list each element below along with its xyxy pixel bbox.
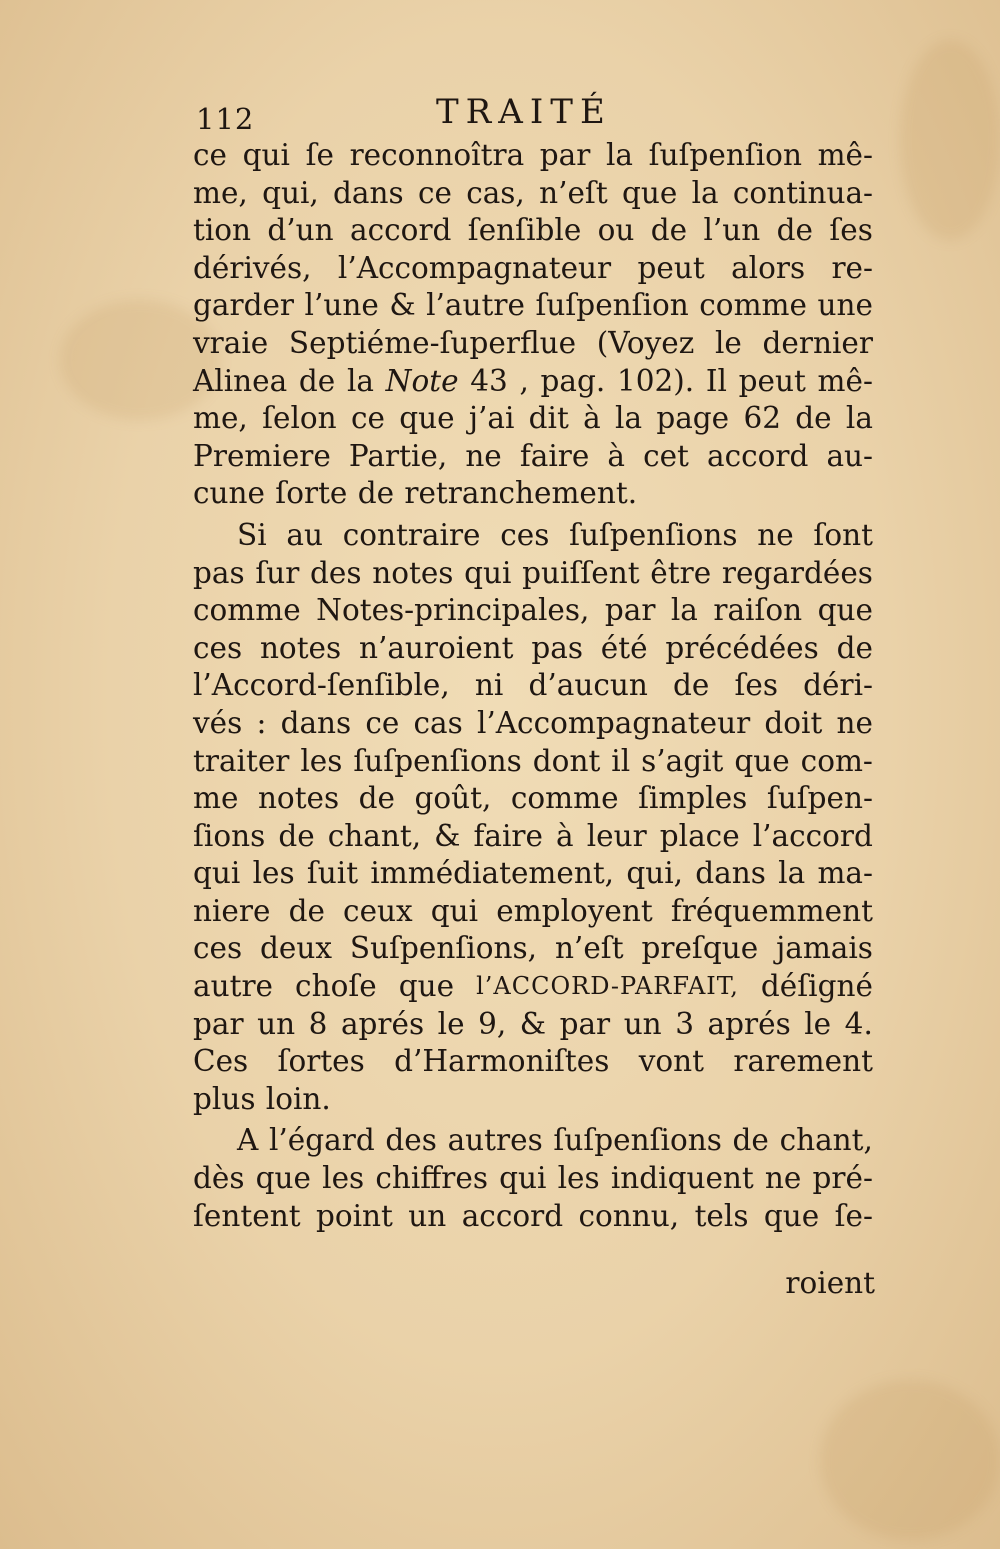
word: plus	[193, 1081, 256, 1116]
word: ſuſpen-	[766, 781, 873, 816]
word: que	[817, 593, 873, 628]
word: pag.	[540, 363, 606, 398]
word: n’auroient	[358, 630, 514, 665]
word: déſigné	[760, 969, 873, 1004]
word: pas	[531, 630, 583, 665]
word: ce	[365, 705, 400, 740]
word: mê-	[817, 363, 873, 398]
word: ſur	[255, 555, 300, 590]
word: la	[606, 138, 634, 172]
word: ſes	[829, 213, 873, 248]
text-line	[193, 855, 873, 893]
word: la	[778, 856, 806, 891]
body-text	[193, 137, 873, 1235]
text-line	[193, 325, 873, 363]
word: dans	[280, 705, 352, 740]
word: autre	[193, 969, 274, 1004]
word: jamais	[776, 931, 873, 966]
running-title: TRAITÉ	[436, 92, 612, 132]
text-line	[193, 287, 873, 325]
word: de	[357, 476, 395, 511]
word: A	[237, 1123, 259, 1158]
word: ne	[757, 517, 794, 552]
page-header	[0, 92, 1000, 142]
word: ſenſible	[467, 213, 582, 248]
text-line	[193, 705, 873, 743]
word: deux	[260, 931, 333, 966]
word: vés	[193, 705, 243, 740]
word: l’une	[304, 288, 379, 323]
word: de	[298, 363, 336, 398]
word: ſions	[193, 818, 266, 853]
text-line	[193, 400, 873, 438]
word: 62	[743, 401, 781, 436]
word: ou	[597, 213, 635, 248]
word: Notes-principales,	[316, 593, 590, 628]
word: le	[804, 1006, 832, 1041]
word: leur	[586, 818, 647, 853]
word: de	[278, 818, 315, 853]
word: ne	[836, 705, 873, 740]
word: une	[817, 288, 873, 323]
word: de	[288, 893, 325, 928]
word: page	[656, 401, 730, 436]
word: preſque	[641, 931, 759, 966]
word: au	[286, 517, 323, 552]
text-line	[193, 630, 873, 668]
word: le	[437, 1006, 465, 1041]
word: la	[615, 401, 643, 436]
word: ſuſpenſion	[535, 288, 689, 323]
word: n’eſt	[539, 175, 608, 210]
word: l’Accompagnateur	[476, 705, 751, 740]
word: d’aucun	[528, 668, 648, 703]
word: d’un	[267, 213, 334, 248]
word: chiffres	[375, 1161, 488, 1196]
word: que	[763, 1198, 820, 1233]
word: un	[623, 1006, 662, 1041]
word: un	[257, 1006, 296, 1041]
word: faire	[473, 818, 543, 853]
word: cas,	[466, 175, 525, 210]
word: com-	[800, 743, 873, 778]
word: de	[650, 213, 688, 248]
text-line	[193, 363, 873, 401]
text-line	[193, 1006, 873, 1044]
word: Suſpenſions,	[349, 931, 538, 966]
word: la	[670, 593, 698, 628]
word: qui,	[626, 856, 684, 891]
word: que	[255, 1161, 311, 1196]
word: à	[556, 818, 574, 853]
word: ſe-	[834, 1198, 873, 1233]
word: par	[559, 1006, 611, 1041]
word: 102).	[616, 363, 695, 398]
page-number: 112	[196, 102, 255, 136]
word: faire	[519, 438, 590, 473]
word: comme	[193, 593, 301, 628]
word: ce	[350, 401, 385, 436]
text-line	[193, 780, 873, 818]
word: chant,	[779, 1123, 873, 1158]
word: ces	[193, 630, 243, 665]
text-line	[193, 1198, 873, 1236]
word: raiſon	[713, 593, 803, 628]
word: vont	[638, 1044, 705, 1079]
word: me,	[193, 401, 248, 436]
word: l’autre	[426, 288, 525, 323]
word: accord	[461, 1198, 564, 1233]
word: Si	[237, 517, 267, 552]
word: la	[845, 401, 873, 436]
word: immédiatement,	[370, 856, 615, 891]
word: l’accord	[752, 818, 873, 853]
word: par	[604, 593, 656, 628]
word: n’eſt	[554, 931, 624, 966]
word: garder	[193, 288, 295, 323]
text-line	[193, 667, 873, 705]
word: 43	[470, 363, 508, 398]
word: d’Harmoniſtes	[394, 1044, 610, 1079]
paragraph	[193, 1122, 873, 1235]
word: qui,	[262, 175, 319, 210]
word: loin.	[265, 1081, 331, 1116]
text-line	[193, 743, 873, 781]
word: que	[734, 743, 790, 778]
text-line	[193, 893, 873, 931]
paper-stain	[820, 1380, 1000, 1540]
word: déri-	[803, 668, 873, 703]
text-line	[193, 175, 873, 213]
word: qui	[193, 856, 241, 891]
word: ſes	[734, 668, 778, 703]
word: 4.	[844, 1006, 873, 1041]
word: &	[389, 288, 416, 323]
word: que	[621, 175, 678, 210]
word: les	[252, 856, 295, 891]
word: être	[650, 555, 712, 590]
word: ſelon	[262, 401, 337, 436]
word: goût,	[414, 781, 492, 816]
word: qui	[430, 893, 479, 928]
word: à	[583, 401, 601, 436]
word: ces	[500, 517, 550, 552]
word: &	[434, 818, 461, 853]
text-line	[193, 475, 873, 513]
word: chant,	[327, 818, 422, 853]
word: peut	[738, 363, 806, 398]
word: dans	[333, 175, 404, 210]
word: accord	[350, 213, 452, 248]
word: l’égard	[269, 1123, 375, 1158]
word: dans	[695, 856, 766, 891]
word: ſimples	[638, 781, 748, 816]
word: l’Accompagnateur	[337, 250, 612, 285]
word: dit	[528, 401, 569, 436]
word: comme	[699, 288, 807, 323]
text-line	[193, 137, 873, 175]
word: ſortes	[277, 1044, 365, 1079]
word: la	[346, 363, 374, 398]
paragraph	[193, 517, 873, 1119]
word: cas	[413, 705, 463, 740]
word: de	[795, 401, 832, 436]
word: aprés	[707, 1006, 791, 1041]
word: reconnoîtra	[349, 138, 525, 172]
word: ſuſpenſions	[553, 1123, 722, 1158]
word: Septiéme-ſuperflue	[288, 325, 577, 360]
word: pré-	[812, 1161, 873, 1196]
word: de	[673, 668, 710, 703]
word: dont	[532, 743, 601, 778]
word: &	[519, 1006, 547, 1041]
text-line	[193, 555, 873, 593]
word: ſe	[305, 138, 334, 172]
word: mê-	[817, 138, 873, 172]
word: de	[732, 1123, 769, 1158]
word: des	[310, 555, 362, 590]
word: ni	[474, 668, 504, 703]
word: des	[385, 1123, 437, 1158]
text-line	[193, 212, 873, 250]
word: aprés	[340, 1006, 425, 1041]
word: notes	[259, 630, 342, 665]
word: de	[836, 630, 873, 665]
word: que	[398, 969, 455, 1004]
word: peut	[637, 250, 705, 285]
word: fréquemment	[670, 893, 873, 928]
word: notes	[257, 781, 340, 816]
paragraph	[193, 137, 873, 513]
word: ne	[764, 1161, 802, 1196]
text-line	[193, 818, 873, 856]
word: me	[193, 781, 239, 816]
word: ſentent	[193, 1198, 301, 1233]
word: ſuſpenſions	[569, 517, 738, 552]
word: l’Accord-ſenſible,	[193, 668, 450, 703]
word: ne	[465, 438, 502, 473]
word: tels	[694, 1198, 749, 1233]
word: les	[557, 1161, 600, 1196]
word: 3	[675, 1006, 694, 1041]
word: regardées	[721, 555, 873, 590]
word: qui	[242, 138, 290, 172]
word: ces	[193, 931, 243, 966]
text-line	[193, 1043, 873, 1081]
word: choſe	[295, 969, 377, 1004]
word: dérivés,	[193, 250, 312, 285]
word: ce	[417, 175, 452, 210]
word: précédées	[665, 630, 819, 665]
word: été	[600, 630, 648, 665]
word: indiquent	[610, 1161, 754, 1196]
word: ce	[193, 138, 227, 172]
word: accord	[706, 438, 809, 473]
word: de	[776, 213, 814, 248]
word: employent	[496, 893, 653, 928]
word: ſorte	[275, 476, 348, 511]
word: ſuſpenſion	[648, 138, 802, 172]
text-line	[193, 930, 873, 968]
word: par	[193, 1006, 244, 1041]
word: retranchement.	[404, 476, 638, 511]
word: j’ai	[468, 401, 515, 436]
word: pas	[193, 555, 245, 590]
word: Alinea	[193, 363, 288, 398]
word: s’agit	[641, 743, 724, 778]
word: alors	[731, 250, 806, 285]
word: connu,	[578, 1198, 680, 1233]
word: il	[611, 743, 631, 778]
text-line	[193, 1160, 873, 1198]
word: ceux	[343, 893, 413, 928]
word: 8	[308, 1006, 328, 1041]
word: traiter	[193, 743, 290, 778]
word: qui	[464, 555, 512, 590]
word: doit	[764, 705, 823, 740]
word: cet	[643, 438, 689, 473]
word: niere	[193, 893, 271, 928]
word: me,	[193, 175, 248, 210]
word: dès	[193, 1161, 245, 1196]
word: comme	[510, 781, 619, 816]
word: autres	[447, 1123, 543, 1158]
text-line	[193, 1122, 873, 1160]
word: cune	[193, 476, 265, 511]
word: Ces	[193, 1044, 249, 1079]
word: 9,	[478, 1006, 507, 1041]
text-line	[193, 438, 873, 476]
word: point	[315, 1198, 393, 1233]
word: un	[408, 1198, 447, 1233]
word: les	[300, 743, 343, 778]
word: au-	[826, 438, 873, 473]
word: à	[607, 438, 626, 473]
text-line	[193, 250, 873, 288]
word: par	[539, 138, 591, 172]
word: les	[322, 1161, 365, 1196]
word: Partie,	[348, 438, 448, 473]
word: vraie	[193, 325, 269, 360]
word: notes	[372, 555, 454, 590]
word: le	[714, 325, 742, 360]
word: dernier	[762, 325, 873, 360]
word: Il	[705, 363, 727, 398]
text-line	[193, 592, 873, 630]
word: rarement	[733, 1044, 873, 1079]
word: ſuit	[306, 856, 359, 891]
word: tion	[193, 213, 252, 248]
word: place	[659, 818, 740, 853]
text-line	[193, 517, 873, 555]
word: Note	[385, 363, 459, 398]
word: que	[399, 401, 455, 436]
word: continua-	[732, 175, 873, 210]
word: l’ACCORD-PARFAIT,	[476, 972, 739, 1001]
word: contraire	[342, 517, 481, 552]
word: ,	[519, 363, 529, 398]
word: :	[256, 705, 267, 740]
word: puiſſent	[522, 555, 640, 590]
word: (Voyez	[596, 325, 695, 360]
word: ſont	[813, 517, 873, 552]
word: re-	[831, 250, 873, 285]
word: ſuſpenſions	[353, 743, 522, 778]
text-line	[193, 1081, 873, 1119]
word: de	[358, 781, 395, 816]
word: Premiere	[193, 438, 331, 473]
word: ma-	[817, 856, 873, 891]
text-line	[193, 968, 873, 1006]
catchword: roient	[785, 1266, 875, 1300]
word: la	[691, 175, 719, 210]
word: qui	[499, 1161, 547, 1196]
word: l’un	[703, 213, 761, 248]
